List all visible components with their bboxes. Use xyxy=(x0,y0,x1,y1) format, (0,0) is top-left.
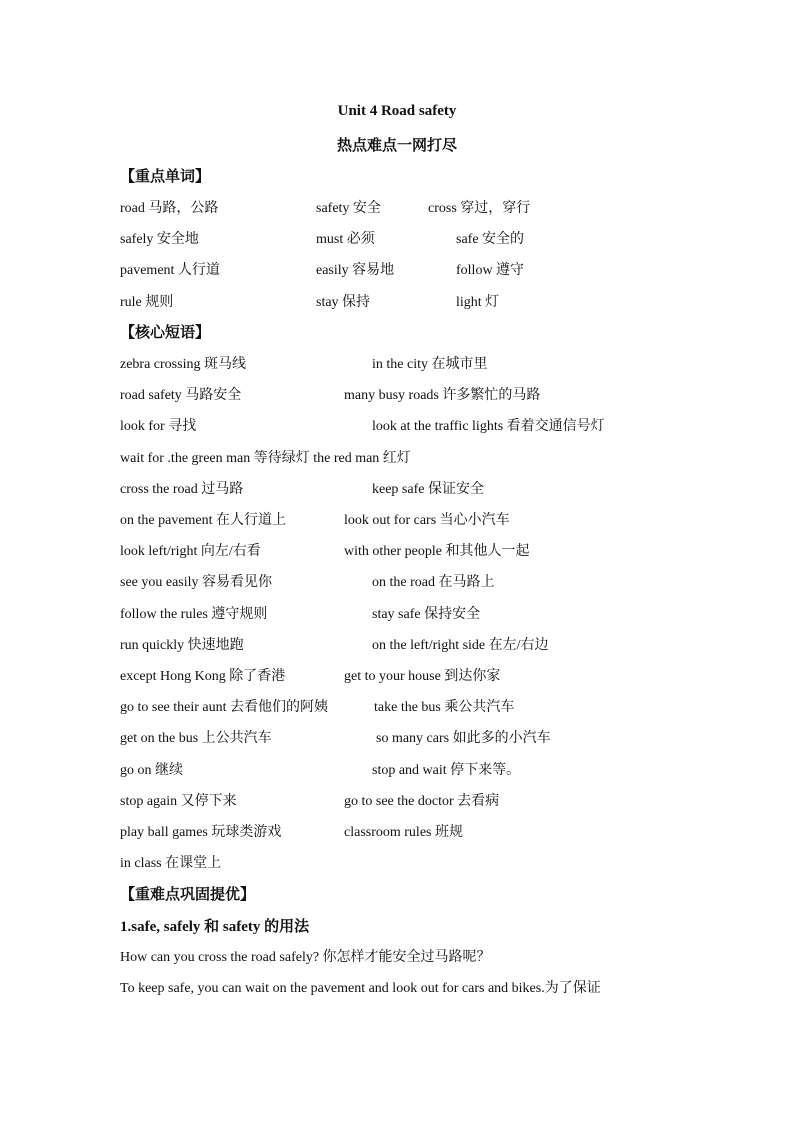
phrase-item: get to your house 到达你家 xyxy=(344,669,501,684)
review-heading: 【重难点巩固提优】 xyxy=(120,887,256,903)
vocab-item: safe 安全的 xyxy=(456,232,525,247)
phrase-item: classroom rules 班规 xyxy=(344,825,463,840)
vocab-heading: 【重点单词】 xyxy=(120,169,211,185)
page-title: Unit 4 Road safety xyxy=(337,103,457,119)
vocab-item: safely 安全地 xyxy=(120,232,199,247)
vocab-item: stay 保持 xyxy=(316,295,371,310)
vocab-item: rule 规则 xyxy=(120,295,174,310)
vocab-item: road 马路，公路 xyxy=(120,201,219,216)
phrase-item: see you easily 容易看见你 xyxy=(120,575,273,590)
phrase-item: on the pavement 在人行道上 xyxy=(120,513,287,528)
phrase-item: in class 在课堂上 xyxy=(120,856,222,871)
phrase-item: on the left/right side 在左/右边 xyxy=(372,638,549,653)
phrase-item: many busy roads 许多繁忙的马路 xyxy=(344,388,541,403)
phrase-item: except Hong Kong 除了香港 xyxy=(120,669,286,684)
phrase-item: look at the traffic lights 看着交通信号灯 xyxy=(372,419,605,434)
phrase-item: zebra crossing 斑马线 xyxy=(120,357,246,372)
phrase-item: look left/right 向左/右看 xyxy=(120,544,261,559)
phrase-item: run quickly 快速地跑 xyxy=(120,638,244,653)
vocab-item: must 必须 xyxy=(316,232,375,247)
vocab-item: light 灯 xyxy=(456,295,500,310)
phrase-item: stop again 又停下来 xyxy=(120,794,237,809)
phrase-item: wait for .the green man 等待绿灯 the red man 红灯 xyxy=(120,451,411,466)
paragraph: To keep safe, you can wait on the pavement and look out for cars and bikes.为了保证 xyxy=(120,981,601,996)
vocab-item: easily 容易地 xyxy=(316,263,395,278)
phrase-item: look for 寻找 xyxy=(120,419,197,434)
phrase-item: on the road 在马路上 xyxy=(372,575,495,590)
phrase-item: in the city 在城市里 xyxy=(372,357,488,372)
paragraph: How can you cross the road safely? 你怎样才能安全过马路呢？ xyxy=(120,950,491,965)
phrase-item: look out for cars 当心小汽车 xyxy=(344,513,510,528)
phrase-item: so many cars 如此多的小汽车 xyxy=(376,731,551,746)
phrase-item: go to see the doctor 去看病 xyxy=(344,794,500,809)
phrase-item: play ball games 玩球类游戏 xyxy=(120,825,282,840)
phrase-item: get on the bus 上公共汽车 xyxy=(120,731,272,746)
phrase-item: cross the road 过马路 xyxy=(120,482,244,497)
phrase-item: stay safe 保持安全 xyxy=(372,607,481,622)
section-title: 1.safe, safely 和 safety 的用法 xyxy=(120,919,310,935)
vocab-item: pavement 人行道 xyxy=(120,263,220,278)
phrase-item: go to see their aunt 去看他们的阿姨 xyxy=(120,700,329,715)
phrase-item: go on 继续 xyxy=(120,763,183,778)
phrase-item: road safety 马路安全 xyxy=(120,388,242,403)
phrase-item: take the bus 乘公共汽车 xyxy=(374,700,515,715)
vocab-item: follow 遵守 xyxy=(456,263,525,278)
phrase-item: with other people 和其他人一起 xyxy=(344,544,530,559)
phrase-item: keep safe 保证安全 xyxy=(372,482,484,497)
page-subtitle: 热点难点一网打尽 xyxy=(336,138,457,154)
phrases-heading: 【核心短语】 xyxy=(120,325,211,341)
vocab-item: cross 穿过，穿行 xyxy=(428,201,531,216)
phrase-item: stop and wait 停下来等。 xyxy=(372,763,521,778)
vocab-item: safety 安全 xyxy=(316,201,381,216)
phrase-item: follow the rules 遵守规则 xyxy=(120,607,268,622)
